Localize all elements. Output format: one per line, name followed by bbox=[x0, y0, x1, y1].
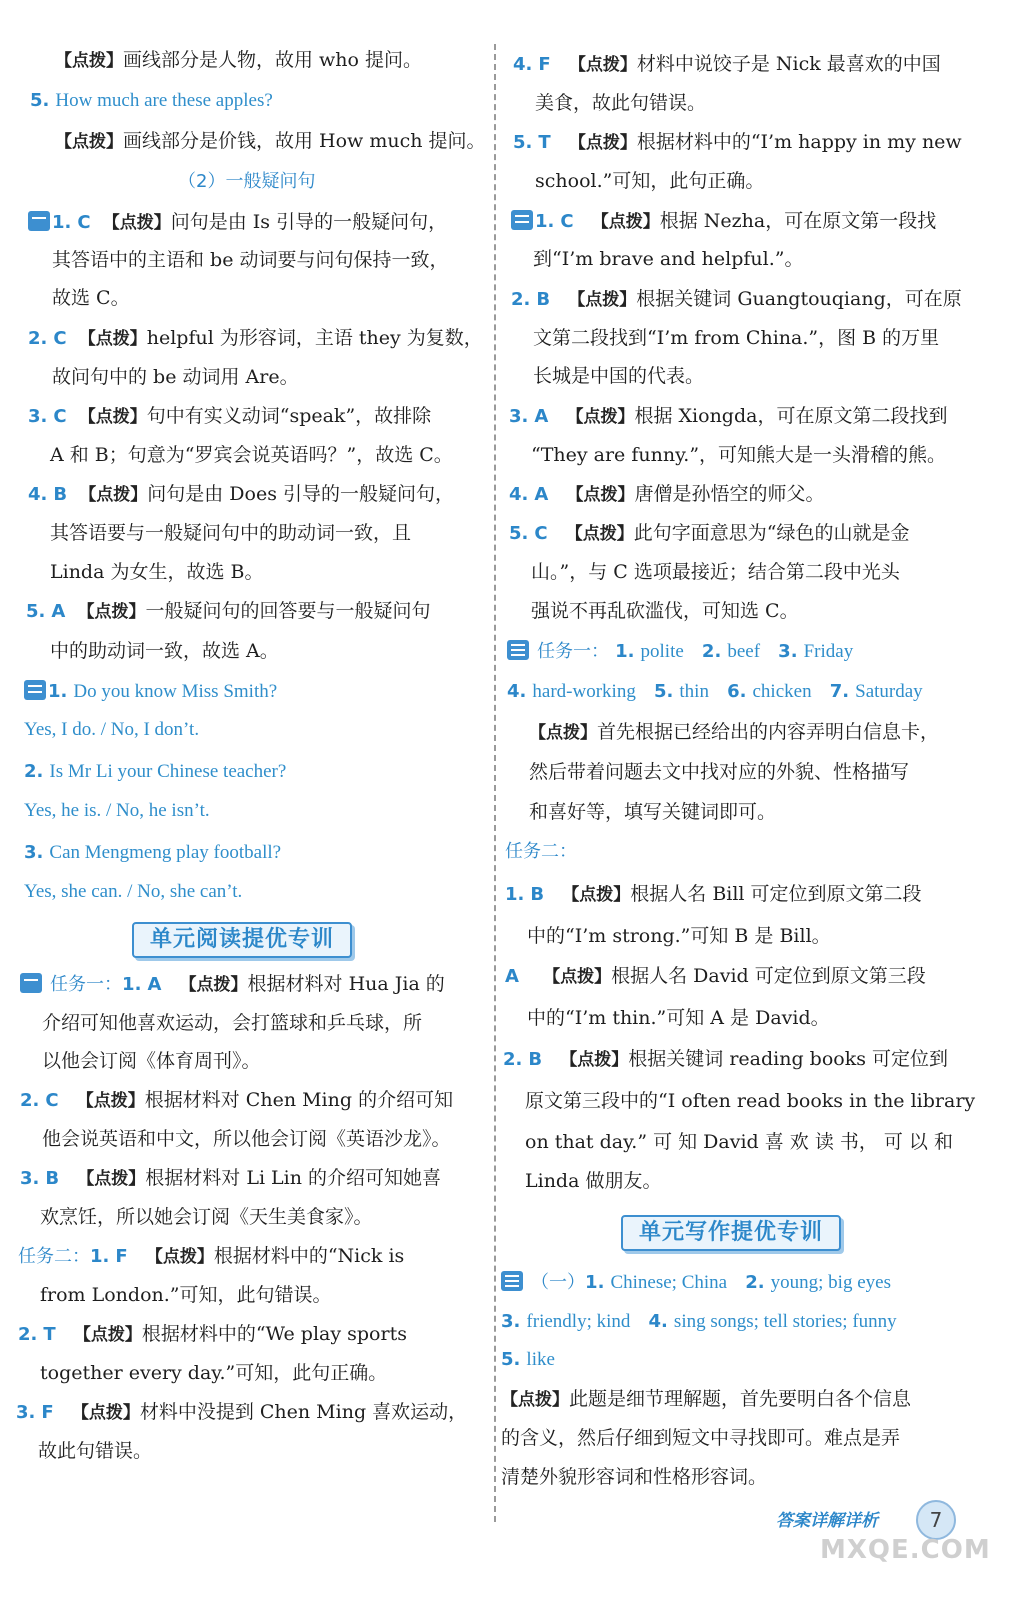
question-line: 1. Do you know Miss Smith? bbox=[24, 677, 277, 706]
text-line: 故此句错误。 bbox=[38, 1440, 153, 1462]
answer-line: 任务一：1. A 【点拨】根据材料对 Hua Jia 的 bbox=[20, 970, 445, 999]
text-line: 清楚外貌形容词和性格形容词。 bbox=[501, 1466, 768, 1488]
text-line: 中的“I’m strong.”可知 B 是 Bill。 bbox=[527, 925, 831, 947]
text-line: on that day.” 可 知 David 喜 欢 读 书， 可 以 和 bbox=[525, 1131, 953, 1153]
fill-answers-row: （一）1. Chinese; China 2. young; big eyes bbox=[501, 1268, 891, 1297]
answer-text: Yes, she can. / No, she can’t. bbox=[24, 881, 243, 902]
text-line: 文第二段找到“I’m from China.”，图 B 的万里 bbox=[533, 327, 940, 349]
answer-line: 4. F 【点拨】材料中说饺子是 Nick 最喜欢的中国 bbox=[513, 53, 941, 75]
section-one-icon bbox=[28, 211, 50, 231]
answer-line: 5. T 【点拨】根据材料中的“I’m happy in my new bbox=[513, 131, 962, 153]
answer-line: 任务二：1. F 【点拨】根据材料中的“Nick is bbox=[18, 1245, 405, 1267]
answer-line: 5. C 【点拨】此句字面意思为“绿色的山就是金 bbox=[509, 522, 910, 544]
text-line: 【点拨】画线部分是价钱，故用 How much 提问。 bbox=[55, 130, 486, 152]
answer-line: 2. B 【点拨】根据关键词 reading books 可定位到 bbox=[503, 1048, 948, 1070]
text-line: “They are funny.”，可知熊大是一头滑稽的熊。 bbox=[531, 444, 947, 466]
section-two-icon bbox=[511, 210, 533, 230]
answer-line: 1. C 【点拨】根据 Nezha，可在原文第一段找 bbox=[511, 207, 936, 236]
task-two-label: 任务二： bbox=[505, 841, 577, 862]
text-line: 其答语中的主语和 be 动词要与问句保持一致， bbox=[52, 249, 449, 271]
fill-answers-row: 5. like bbox=[501, 1349, 555, 1370]
answer-line: 3. B 【点拨】根据材料对 Li Lin 的介绍可知她喜 bbox=[20, 1167, 442, 1189]
text-line: A 和 B；句意为“罗宾会说英语吗？”，故选 C。 bbox=[50, 444, 453, 466]
text-line: 欢烹饪，所以她会订阅《天生美食家》。 bbox=[40, 1206, 373, 1228]
text-line: together every day.”可知，此句正确。 bbox=[40, 1362, 388, 1384]
text-line: 介绍可知他喜欢运动，会打篮球和乒乓球，所 bbox=[42, 1012, 423, 1034]
text-line: 中的“I’m thin.”可知 A 是 David。 bbox=[527, 1007, 830, 1029]
text-line: Linda 为女生，故选 B。 bbox=[50, 561, 264, 583]
question-line: 2. Is Mr Li your Chinese teacher? bbox=[24, 761, 287, 782]
answer-line: 2. C 【点拨】helpful 为形容词，主语 they 为复数， bbox=[28, 327, 483, 349]
page-footer bbox=[776, 1500, 1006, 1540]
text-line: 强说不再乱砍滥伐，可知选 C。 bbox=[531, 600, 799, 622]
fill-answers-row: 3. friendly; kind 4. sing songs; tell stories; funny bbox=[501, 1311, 897, 1332]
column-divider bbox=[494, 44, 496, 1522]
section-one-icon bbox=[20, 973, 42, 993]
section-three-icon bbox=[501, 1271, 523, 1291]
answer-line: 1. C 【点拨】问句是由 Is 引导的一般疑问句， bbox=[28, 208, 447, 237]
text-line: school.”可知，此句正确。 bbox=[535, 170, 765, 192]
watermark: MXQE.COM bbox=[820, 1535, 991, 1565]
text-line: 故选 C。 bbox=[52, 287, 130, 309]
fill-answers-row: 任务一： 1. polite 2. beef 3. Friday bbox=[507, 637, 853, 666]
answer-line: 4. B 【点拨】问句是由 Does 引导的一般疑问句， bbox=[28, 483, 454, 505]
answer-line: 2. B 【点拨】根据关键词 Guangtouqiang，可在原 bbox=[511, 288, 962, 310]
page-number: 7 bbox=[916, 1500, 956, 1540]
text-line: 原文第三段中的“I often read books in the library bbox=[525, 1090, 976, 1112]
text-line: 【点拨】画线部分是人物，故用 who 提问。 bbox=[55, 49, 423, 71]
answer-text: Yes, he is. / No, he isn’t. bbox=[24, 800, 210, 821]
answer-line: 4. A 【点拨】唐僧是孙悟空的师父。 bbox=[509, 483, 825, 505]
answer-line: 3. F 【点拨】材料中没提到 Chen Ming 喜欢运动， bbox=[16, 1401, 468, 1423]
fill-answers-row: 4. hard-working 5. thin 6. chicken 7. Saturday bbox=[507, 681, 923, 702]
text-line: 他会说英语和中文，所以他会订阅《英语沙龙》。 bbox=[42, 1128, 451, 1150]
text-line: 和喜好等，填写关键词即可。 bbox=[529, 801, 777, 823]
text-line: 故问句中的 be 动词用 Are。 bbox=[52, 366, 299, 388]
writing-section-banner: 单元写作提优专训 bbox=[621, 1215, 841, 1251]
section-two-icon bbox=[24, 680, 46, 700]
answer-line: 3. A 【点拨】根据 Xiongda，可在原文第二段找到 bbox=[509, 405, 948, 427]
text-line: 其答语要与一般疑问句中的助动词一致，且 bbox=[50, 522, 412, 544]
text-line: 长城是中国的代表。 bbox=[533, 365, 705, 387]
text-line: 美食，故此句错误。 bbox=[535, 92, 707, 114]
answer-line: 5. A 【点拨】一般疑问句的回答要与一般疑问句 bbox=[26, 600, 431, 622]
answer-line: 2. C 【点拨】根据材料对 Chen Ming 的介绍可知 bbox=[20, 1089, 454, 1111]
answer-line: A 【点拨】根据人名 David 可定位到原文第三段 bbox=[505, 965, 926, 987]
answer-line: 3. C 【点拨】句中有实义动词“speak”，故排除 bbox=[28, 405, 432, 427]
reading-section-banner: 单元阅读提优专训 bbox=[132, 922, 352, 958]
text-line: 的含义，然后仔细到短文中寻找即可。难点是弄 bbox=[501, 1427, 901, 1449]
text-line: 以他会订阅《体育周刊》。 bbox=[42, 1050, 261, 1072]
section-heading: （2）一般疑问句 bbox=[178, 171, 316, 192]
question-line: 3. Can Mengmeng play football? bbox=[24, 842, 282, 863]
question-5: 5. How much are these apples? bbox=[30, 90, 273, 111]
answer-line: 1. B 【点拨】根据人名 Bill 可定位到原文第二段 bbox=[505, 883, 922, 905]
text-line: 然后带着问题去文中找对应的外貌、性格描写 bbox=[529, 761, 910, 783]
tip-line: 【点拨】此题是细节理解题，首先要明白各个信息 bbox=[501, 1388, 912, 1410]
text-line: 到“I’m brave and helpful.”。 bbox=[533, 248, 804, 270]
answer-line: 2. T 【点拨】根据材料中的“We play sports bbox=[18, 1323, 407, 1345]
text-line: 山。”，与 C 选项最接近；结合第二段中光头 bbox=[531, 561, 900, 583]
text-line: 中的助动词一致，故选 A。 bbox=[50, 640, 279, 662]
section-three-icon bbox=[507, 640, 529, 660]
tip-line: 【点拨】首先根据已经给出的内容弄明白信息卡， bbox=[529, 721, 940, 743]
footer-label: 答案详解详析 bbox=[776, 1511, 878, 1531]
text-line: from London.”可知，此句错误。 bbox=[40, 1284, 332, 1306]
text-line: Linda 做朋友。 bbox=[525, 1170, 662, 1192]
answer-text: Yes, I do. / No, I don’t. bbox=[24, 719, 200, 740]
